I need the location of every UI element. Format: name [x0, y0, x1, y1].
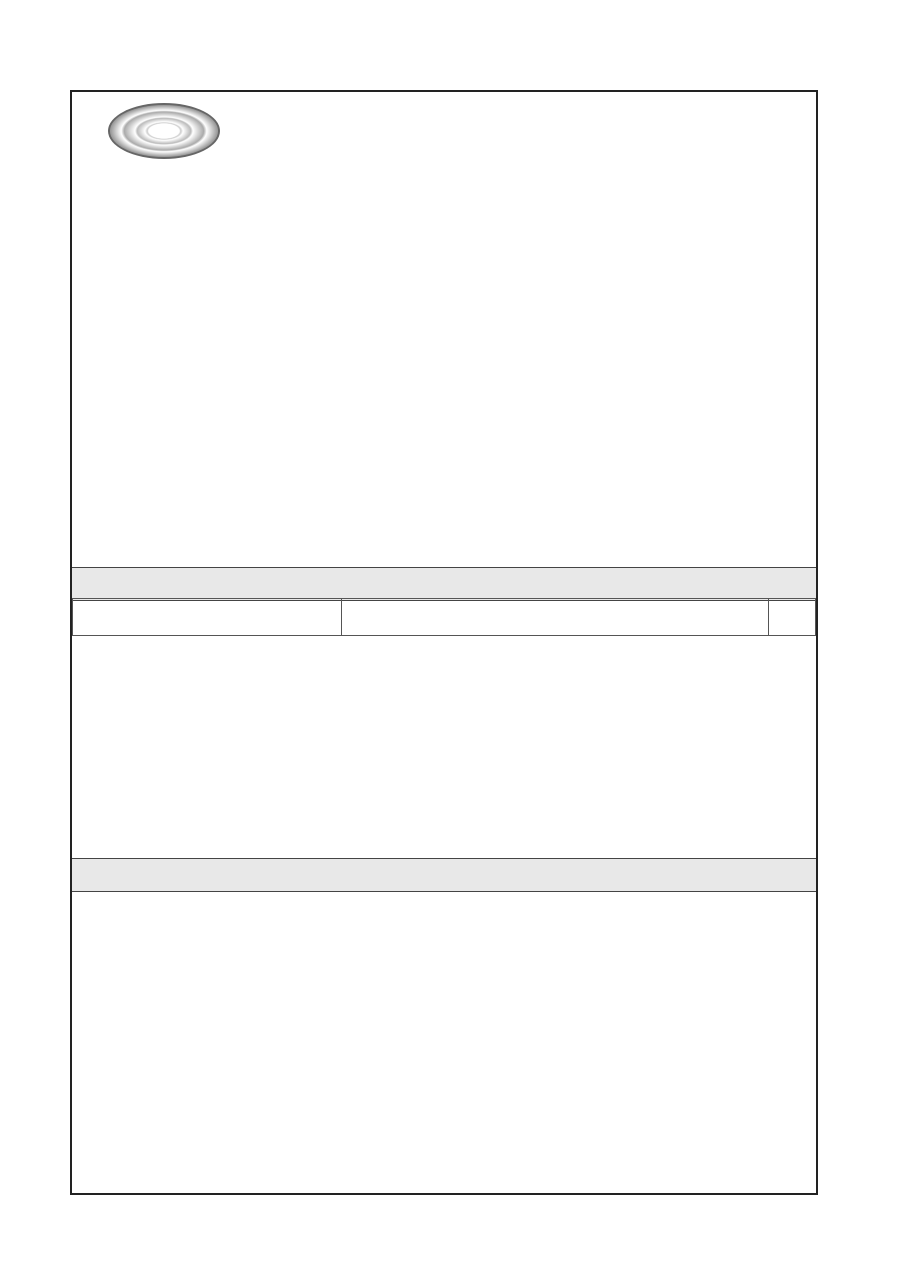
tree-ring-image	[108, 103, 220, 159]
section3-header	[72, 858, 816, 892]
page-frame	[70, 90, 818, 1195]
col-b-header	[73, 599, 342, 636]
col-a-header	[342, 599, 769, 636]
matching-table	[72, 598, 816, 636]
section2-header	[72, 567, 816, 601]
col-num-header	[769, 599, 816, 636]
